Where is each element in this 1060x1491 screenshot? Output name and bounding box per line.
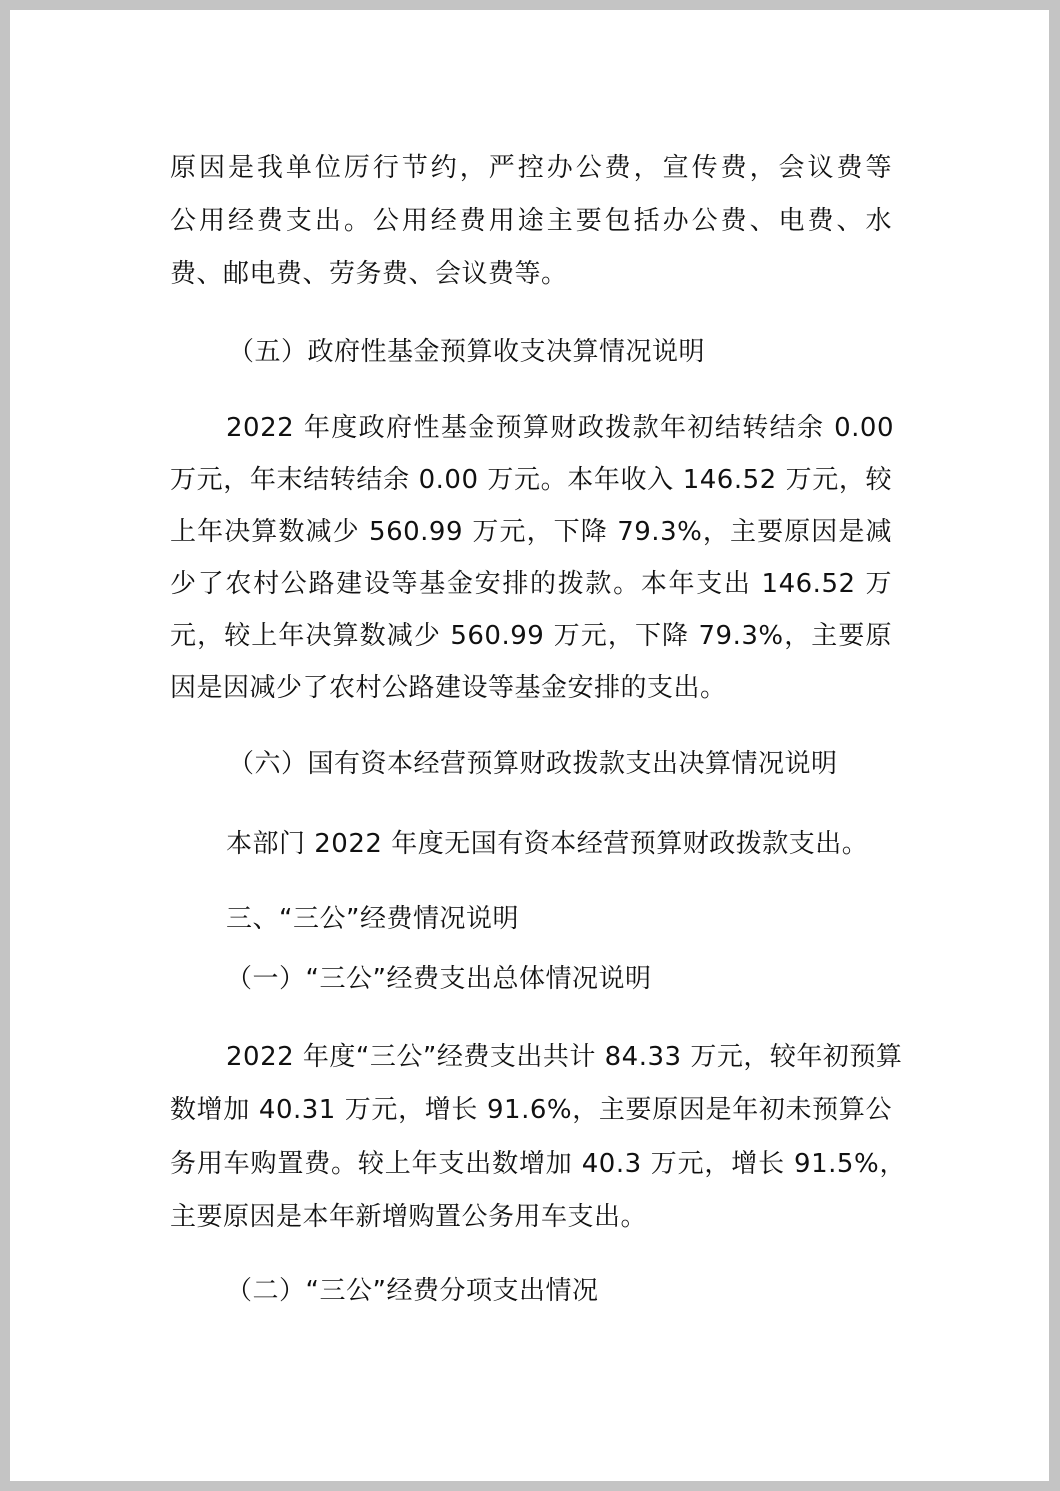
paragraph-line: 2022 年度“三公”经费支出共计 84.33 万元，较年初预算	[226, 1042, 903, 1072]
paragraph-line: 费、邮电费、劳务费、会议费等。	[170, 259, 568, 289]
subsection-heading-2: （二）“三公”经费分项支出情况	[226, 1276, 599, 1306]
subsection-heading-1: （一）“三公”经费支出总体情况说明	[226, 964, 652, 994]
section-heading-3: 三、“三公”经费情况说明	[226, 904, 519, 934]
paragraph-line: 主要原因是本年新增购置公务用车支出。	[170, 1202, 648, 1232]
paragraph-line: 少了农村公路建设等基金安排的拨款。本年支出 146.52 万	[170, 569, 892, 599]
paragraph-line: 2022 年度政府性基金预算财政拨款年初结转结余 0.00	[226, 413, 894, 443]
paragraph-line: 原因是我单位厉行节约，严控办公费，宣传费，会议费等	[170, 153, 892, 183]
section-heading-6: （六）国有资本经营预算财政拨款支出决算情况说明	[228, 749, 838, 779]
paragraph-line: 本部门 2022 年度无国有资本经营预算财政拨款支出。	[226, 829, 869, 859]
paragraph-line: 元，较上年决算数减少 560.99 万元，下降 79.3%，主要原	[170, 621, 892, 651]
paragraph-line: 公用经费支出。公用经费用途主要包括办公费、电费、水	[170, 206, 892, 236]
paragraph-line: 万元，年末结转结余 0.00 万元。本年收入 146.52 万元，较	[170, 465, 892, 495]
paragraph-line: 数增加 40.31 万元，增长 91.6%，主要原因是年初未预算公	[170, 1095, 892, 1125]
paragraph-line: 务用车购置费。较上年支出数增加 40.3 万元，增长 91.5%，	[170, 1149, 906, 1179]
paragraph-line: 上年决算数减少 560.99 万元，下降 79.3%，主要原因是减	[170, 517, 892, 547]
paragraph-line: 因是因减少了农村公路建设等基金安排的支出。	[170, 673, 727, 703]
section-heading-5: （五）政府性基金预算收支决算情况说明	[228, 337, 706, 367]
